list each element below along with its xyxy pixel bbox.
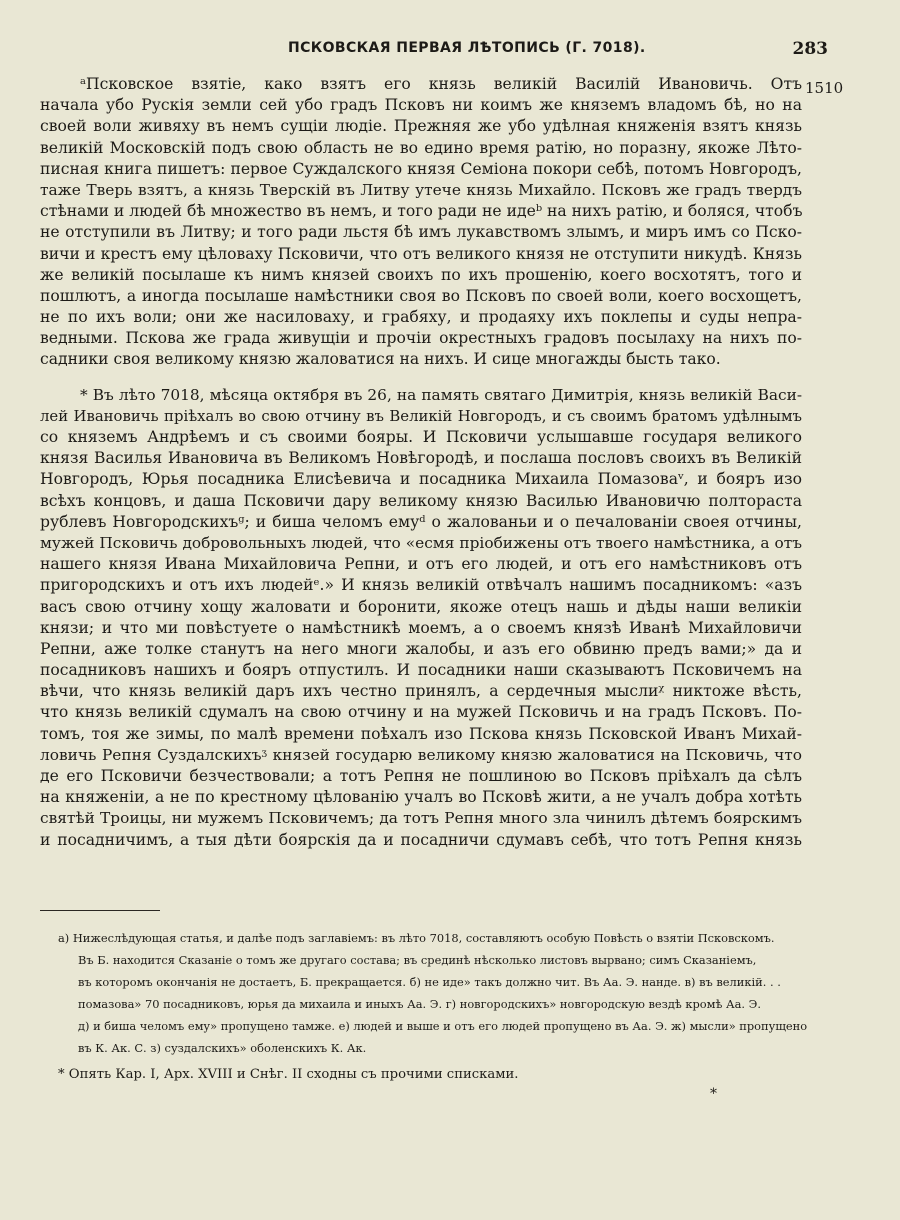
text-line: и посадничимъ, а тыя дѣти боярскія да и посадничи сдумавъ себѣ, что тотъ Репня князь (40, 830, 802, 849)
text-line: святѣй Троицы, ни мужемъ Псковичемъ; да тотъ Репня много зла чинилъ дѣтемъ боярскимъ (40, 809, 802, 828)
footnote-line: а) Нижеслѣдующая статья, и далѣе подъ заглавіемъ: въ лѣто 7018, составляютъ особую Повѣсть о взятіи Псковскомъ. (58, 931, 775, 945)
text-line: со княземъ Андрѣемъ и съ своими бояры. И Псковичи услышавше государя великого (40, 428, 802, 446)
text-line: де его Псковичи безчествовали; а тотъ Репня не пошлиною во Псковъ пріѣхалъ да сѣлъ (40, 767, 802, 785)
page-header (40, 40, 860, 64)
text-line: вѣчи, что князь великій даръ ихъ честно принялъ, а сердечныя мыслиᵡ никтоже вѣсть, (40, 682, 802, 701)
footnote-line: въ которомъ окончанія не достаетъ, Б. прекращается. б) не иде» такъ должно чит. Въ Аа. Э. нанде. в) въ великій. . . (78, 975, 781, 989)
text-line: ведными. Пскова же града живущіи и прочіи окрестныхъ градовъ посылаху на нихъ по- (40, 329, 802, 348)
main-text (40, 74, 802, 851)
text-line: ловичь Репня Суздалскихъᶾ князей государю великому князю жаловатися на Псковичь, что (40, 745, 802, 764)
text-line: всѣхъ концовъ, и даша Псковичи дару великому князю Василью Ивановичю полтораста (40, 491, 802, 510)
text-line: пригородскихъ и отъ ихъ людейᵉ.» И князь великій отвѣчалъ нашимъ посадникомъ: «азъ (40, 576, 802, 595)
text-line: же великій посылаше къ нимъ князей своихъ по ихъ прошенію, коего восхотятъ, того и (40, 265, 802, 284)
text-line: своей воли живяху въ немъ сущіи людіе. Прежняя же убо удѣлная княженія взятъ князь (40, 117, 802, 136)
page-number: 283 (792, 39, 828, 59)
text-line: мужей Псковичь добровольныхъ людей, что «есмя пріобижены отъ твоего намѣстника, а отъ (40, 533, 802, 552)
text-line: томъ, тоя же зимы, по малѣ времени поѣхалъ изо Пскова князь Псковской Иванъ Михай- (40, 724, 802, 743)
text-line: начала убо Рускія земли сей убо градъ Псковъ ни коимъ же княземъ владомъ бѣ, но на (40, 96, 802, 115)
text-line: рублевъ Новгородскихъᵍ; и биша челомъ емуᵈ о жалованьи и о печалованіи своея отчины, (40, 512, 802, 531)
text-line: таже Тверь взятъ, а князь Тверскій въ Литву утече князь Михайло. Псковъ же градъ твердъ (40, 180, 802, 199)
paragraph-pskov-capture (40, 74, 802, 371)
asterisk-mark: * (710, 1086, 717, 1102)
manuscript-note: * Опять Кар. I, Арх. XVIII и Снѣг. II сходны съ прочими списками. (58, 1067, 519, 1082)
footnote-line: въ К. Ак. С. з) суздалскихъ» оболенскихъ К. Ак. (78, 1041, 367, 1055)
text-line: васъ свою отчину хощу жаловати и боронити, якоже отецъ нашь и дѣды наши великіи (40, 597, 802, 616)
text-line: великій Московскій подъ свою область не во едино время ратію, но поразну, якоже Лѣто- (40, 138, 802, 157)
text-line: стѣнами и людей бѣ множество въ немъ, и того ради не идеᵇ на нихъ ратію, и боляся, чтобъ (40, 202, 802, 221)
text-line: князи; и что ми повѣстуете о намѣстникѣ моемъ, а о своемъ князѣ Иванѣ Михайловичи (40, 618, 802, 637)
footnote-line: помазова» 70 посадниковъ, юрья да михаила и иныхъ Аа. Э. г) новгородскихъ» новгородскую вездѣ кромѣ Аа. Э. (78, 997, 761, 1011)
text-line: пошлютъ, а иногда посылаше намѣстники своя во Псковъ по своей воли, коего восхощетъ, (40, 286, 802, 305)
text-line: не по ихъ воли; они же насиловаху, и грабяху, и продаяху ихъ поклепы и суды непра- (40, 308, 802, 327)
text-line: нашего князя Ивана Михайловича Репни, и отъ его людей, и отъ его намѣстниковъ отъ (40, 555, 802, 574)
text-line: ᵃПсковское взятіе, како взятъ его князь великій Василій Ивановичь. Отъ (80, 75, 802, 93)
footnote-line: Въ Б. находится Сказаніе о томъ же другаго состава; въ срединѣ нѣсколько листовъ вырвано; симъ Сказаніемъ, (78, 953, 757, 967)
margin-year-note: 1510 (805, 79, 844, 97)
text-line: Новгородъ, Юрья посадника Елисѣевича и посадника Михаила Помазоваᵛ, и бояръ изо (40, 470, 802, 489)
text-line: что князь великій сдумалъ на свою отчину и на мужей Псковичь и на градъ Псковъ. По- (40, 703, 802, 722)
text-line: садники своя великому князю жаловатися на нихъ. И сице многажды бысть тако. (40, 350, 721, 369)
text-line: князя Василья Ивановича въ Великомъ Новѣгородѣ, и послаша пословъ своихъ въ Великій (40, 449, 802, 468)
text-line: * Въ лѣто 7018, мѣсяца октября въ 26, на память святаго Димитрія, князь великій Васи- (80, 385, 802, 404)
text-line: на княженіи, а не по крестному цѣлованію учалъ во Псковѣ жити, а не учалъ добра хотѣть (40, 788, 802, 807)
text-line: посадниковъ нашихъ и бояръ отпустилъ. И посадники наши сказываютъ Псковичемъ на (40, 661, 802, 680)
text-line: Репни, аже толке станутъ на него многи жалобы, и азъ его обвиню предъ вами;» да и (40, 639, 802, 658)
footnote-line: д) и биша челомъ ему» пропущено тамже. е) людей и выше и отъ его людей пропущено въ Аа. Э. ж) мысли» пропущено (78, 1019, 808, 1033)
paragraph-year-7018 (40, 385, 802, 851)
text-line: не отступили въ Литву; и того ради льстя бѣ имъ лукавствомъ злымъ, и миръ имъ со Пско- (40, 223, 802, 242)
text-line: лей Ивановичь пріѣхалъ во свою отчину въ Великій Новгородъ, и съ своимъ братомъ удѣлнымъ (40, 406, 802, 425)
running-title: ПСКОВСКАЯ ПЕРВАЯ ЛѢТОПИСЬ (Г. 7018). (288, 40, 646, 56)
text-line: писная книга пишетъ: первое Суждалского князя Семіона покори себѣ, потомъ Новгородъ, (40, 159, 802, 178)
text-line: вичи и крестъ ему цѣловаху Псковичи, что отъ великого князя не отступити никудѣ. Князь (40, 244, 802, 263)
footnote-divider (40, 910, 160, 911)
footnotes (58, 927, 810, 1059)
